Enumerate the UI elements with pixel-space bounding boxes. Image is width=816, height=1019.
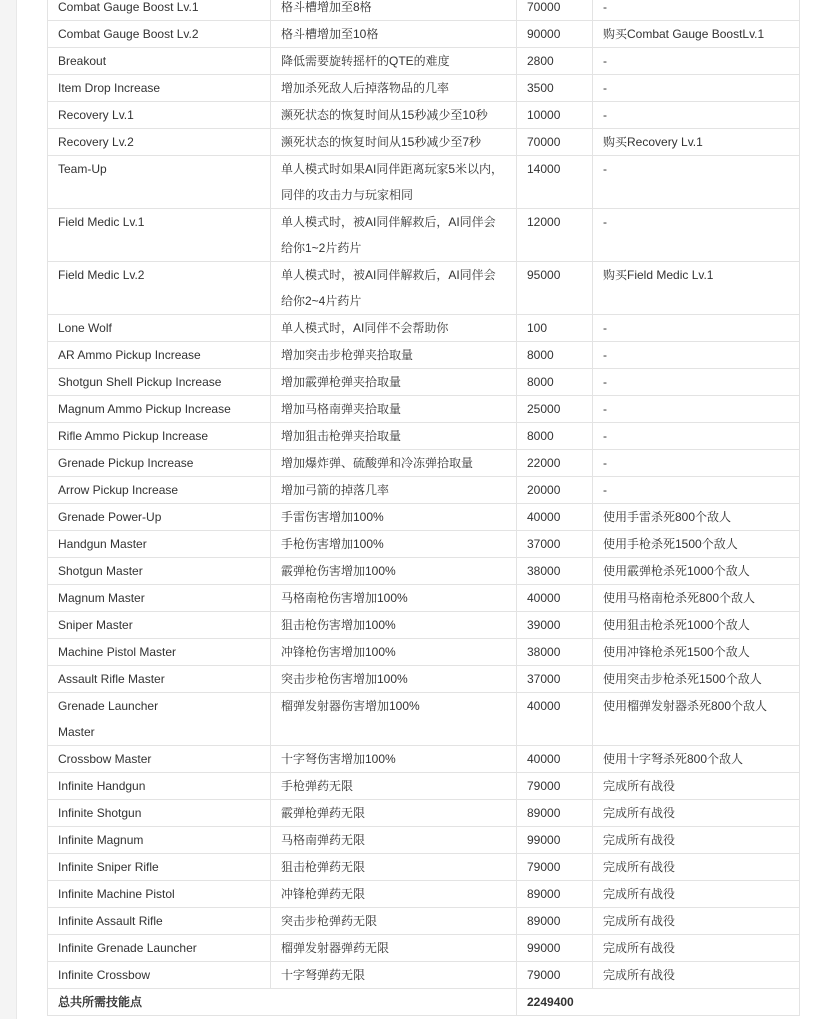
skill-requirement: 使用手雷杀死800个敌人 [593, 504, 800, 531]
skill-name: Shotgun Shell Pickup Increase [48, 369, 271, 396]
skill-name: Infinite Shotgun [48, 800, 271, 827]
skill-cost: 8000 [517, 423, 593, 450]
skill-requirement: 使用马格南枪杀死800个敌人 [593, 585, 800, 612]
skill-requirement: - [593, 369, 800, 396]
table-row [48, 612, 800, 639]
skill-effect: 增加杀死敌人后掉落物品的几率 [271, 75, 517, 102]
skill-effect: 单人模式时如果AI同伴距离玩家5米以内，同伴的攻击力与玩家相同 [271, 156, 517, 209]
skill-name: Infinite Magnum [48, 827, 271, 854]
table-row [48, 666, 800, 693]
skill-requirement: 使用榴弹发射器杀死800个敌人 [593, 693, 800, 746]
skill-effect: 手枪伤害增加100% [271, 531, 517, 558]
skill-cost: 12000 [517, 209, 593, 262]
skill-effect: 十字弩伤害增加100% [271, 746, 517, 773]
table-row [48, 504, 800, 531]
skill-cost: 37000 [517, 666, 593, 693]
skill-cost: 100 [517, 315, 593, 342]
table-row [48, 0, 800, 21]
table-row [48, 881, 800, 908]
skill-effect: 手雷伤害增加100% [271, 504, 517, 531]
table-row [48, 423, 800, 450]
skill-name: Handgun Master [48, 531, 271, 558]
table-row [48, 477, 800, 504]
skill-requirement: 完成所有战役 [593, 773, 800, 800]
skill-requirement: 购买Combat Gauge BoostLv.1 [593, 21, 800, 48]
total-value: 2249400 [517, 989, 800, 1016]
table-row [48, 585, 800, 612]
skill-effect: 霰弹枪伤害增加100% [271, 558, 517, 585]
skill-requirement: 购买Recovery Lv.1 [593, 129, 800, 156]
table-row [48, 827, 800, 854]
skill-name: Grenade Pickup Increase [48, 450, 271, 477]
skill-name: Grenade Power-Up [48, 504, 271, 531]
table-row [48, 48, 800, 75]
skill-requirement: - [593, 102, 800, 129]
skill-cost: 40000 [517, 746, 593, 773]
skill-requirement: - [593, 315, 800, 342]
skill-name: Team-Up [48, 156, 271, 209]
skill-cost: 79000 [517, 962, 593, 989]
skill-effect: 濒死状态的恢复时间从15秒减少至10秒 [271, 102, 517, 129]
skill-name: Sniper Master [48, 612, 271, 639]
skill-name: Machine Pistol Master [48, 639, 271, 666]
skill-effect: 十字弩弹药无限 [271, 962, 517, 989]
table-row [48, 639, 800, 666]
skill-name: Infinite Crossbow [48, 962, 271, 989]
skill-name: Rifle Ammo Pickup Increase [48, 423, 271, 450]
skill-effect: 增加爆炸弹、硫酸弹和冷冻弹拾取量 [271, 450, 517, 477]
skill-cost: 8000 [517, 342, 593, 369]
skill-requirement: 使用十字弩杀死800个敌人 [593, 746, 800, 773]
table-row [48, 315, 800, 342]
table-row [48, 156, 800, 209]
table-row [48, 209, 800, 262]
skill-cost: 3500 [517, 75, 593, 102]
left-gutter [0, 0, 17, 1019]
skill-cost: 39000 [517, 612, 593, 639]
skill-cost: 40000 [517, 504, 593, 531]
skill-effect: 狙击枪伤害增加100% [271, 612, 517, 639]
skill-requirement: - [593, 396, 800, 423]
skill-cost: 99000 [517, 827, 593, 854]
skill-requirement: 使用霰弹枪杀死1000个敌人 [593, 558, 800, 585]
table-row [48, 129, 800, 156]
skill-effect: 增加狙击枪弹夹拾取量 [271, 423, 517, 450]
skill-name: Field Medic Lv.1 [48, 209, 271, 262]
skill-requirement: - [593, 342, 800, 369]
table-row [48, 935, 800, 962]
skill-name: Infinite Assault Rifle [48, 908, 271, 935]
skill-requirement: 购买Field Medic Lv.1 [593, 262, 800, 315]
skill-name: Infinite Sniper Rifle [48, 854, 271, 881]
table-row [48, 962, 800, 989]
skill-requirement: 完成所有战役 [593, 908, 800, 935]
skill-effect: 单人模式时，被AI同伴解救后，AI同伴会给你1~2片药片 [271, 209, 517, 262]
table-row [48, 531, 800, 558]
skill-name: Shotgun Master [48, 558, 271, 585]
skill-requirement: 完成所有战役 [593, 935, 800, 962]
skill-cost: 40000 [517, 693, 593, 746]
skill-cost: 99000 [517, 935, 593, 962]
total-label: 总共所需技能点 [48, 989, 517, 1016]
skill-effect: 榴弹发射器弹药无限 [271, 935, 517, 962]
skill-effect: 突击步枪弹药无限 [271, 908, 517, 935]
skill-requirement: - [593, 423, 800, 450]
skill-effect: 单人模式时，被AI同伴解救后，AI同伴会给你2~4片药片 [271, 262, 517, 315]
skill-requirement: - [593, 0, 800, 21]
skill-name: Item Drop Increase [48, 75, 271, 102]
skill-cost: 38000 [517, 639, 593, 666]
skill-name: Recovery Lv.1 [48, 102, 271, 129]
skill-name: Infinite Handgun [48, 773, 271, 800]
skill-name: Grenade Launcher Master [48, 693, 271, 746]
skill-cost: 70000 [517, 0, 593, 21]
skill-requirement: 使用突击步枪杀死1500个敌人 [593, 666, 800, 693]
skill-requirement: 完成所有战役 [593, 881, 800, 908]
skill-requirement: - [593, 477, 800, 504]
skill-effect: 格斗槽增加至8格 [271, 0, 517, 21]
skill-name: Combat Gauge Boost Lv.1 [48, 0, 271, 21]
skill-cost: 70000 [517, 129, 593, 156]
skill-name: Magnum Ammo Pickup Increase [48, 396, 271, 423]
skill-effect: 濒死状态的恢复时间从15秒减少至7秒 [271, 129, 517, 156]
skill-effect: 马格南枪伤害增加100% [271, 585, 517, 612]
skill-effect: 榴弹发射器伤害增加100% [271, 693, 517, 746]
skill-requirement: - [593, 156, 800, 209]
skill-requirement: 完成所有战役 [593, 827, 800, 854]
skill-requirement: 使用冲锋枪杀死1500个敌人 [593, 639, 800, 666]
skill-cost: 10000 [517, 102, 593, 129]
skill-cost: 8000 [517, 369, 593, 396]
skill-effect: 降低需要旋转摇杆的QTE的难度 [271, 48, 517, 75]
table-row [48, 396, 800, 423]
table-row [48, 342, 800, 369]
skill-cost: 89000 [517, 800, 593, 827]
skill-cost: 38000 [517, 558, 593, 585]
skill-name: Arrow Pickup Increase [48, 477, 271, 504]
skills-table [47, 0, 800, 1016]
skill-cost: 79000 [517, 773, 593, 800]
skill-cost: 37000 [517, 531, 593, 558]
skill-requirement: 完成所有战役 [593, 962, 800, 989]
table-row [48, 854, 800, 881]
table-row [48, 908, 800, 935]
skill-requirement: - [593, 209, 800, 262]
skill-cost: 14000 [517, 156, 593, 209]
skill-name: Crossbow Master [48, 746, 271, 773]
skill-cost: 79000 [517, 854, 593, 881]
table-row [48, 262, 800, 315]
skill-requirement: 使用狙击枪杀死1000个敌人 [593, 612, 800, 639]
table-row [48, 746, 800, 773]
skill-name: Recovery Lv.2 [48, 129, 271, 156]
skill-requirement: 完成所有战役 [593, 854, 800, 881]
skill-cost: 89000 [517, 881, 593, 908]
skill-requirement: - [593, 450, 800, 477]
table-row [48, 21, 800, 48]
skill-effect: 马格南弹药无限 [271, 827, 517, 854]
skill-name: Breakout [48, 48, 271, 75]
skill-effect: 单人模式时，AI同伴不会帮助你 [271, 315, 517, 342]
total-row [48, 989, 800, 1016]
skill-name: Infinite Machine Pistol [48, 881, 271, 908]
skill-cost: 2800 [517, 48, 593, 75]
skill-cost: 89000 [517, 908, 593, 935]
skill-cost: 25000 [517, 396, 593, 423]
table-row [48, 369, 800, 396]
table-row [48, 75, 800, 102]
skill-effect: 霰弹枪弹药无限 [271, 800, 517, 827]
skill-effect: 增加霰弹枪弹夹拾取量 [271, 369, 517, 396]
skill-effect: 手枪弹药无限 [271, 773, 517, 800]
skill-requirement: - [593, 48, 800, 75]
skill-cost: 22000 [517, 450, 593, 477]
skill-requirement: - [593, 75, 800, 102]
skill-name: Combat Gauge Boost Lv.2 [48, 21, 271, 48]
skill-cost: 20000 [517, 477, 593, 504]
skill-effect: 格斗槽增加至10格 [271, 21, 517, 48]
skill-name: Infinite Grenade Launcher [48, 935, 271, 962]
skill-name: Assault Rifle Master [48, 666, 271, 693]
skill-effect: 突击步枪伤害增加100% [271, 666, 517, 693]
table-row [48, 102, 800, 129]
table-row [48, 800, 800, 827]
skill-name: Lone Wolf [48, 315, 271, 342]
table-row [48, 773, 800, 800]
skill-requirement: 完成所有战役 [593, 800, 800, 827]
skill-effect: 增加弓箭的掉落几率 [271, 477, 517, 504]
skill-effect: 狙击枪弹药无限 [271, 854, 517, 881]
skill-name: Magnum Master [48, 585, 271, 612]
skill-effect: 增加马格南弹夹拾取量 [271, 396, 517, 423]
skill-cost: 90000 [517, 21, 593, 48]
table-row [48, 693, 800, 746]
skill-effect: 冲锋枪弹药无限 [271, 881, 517, 908]
table-row [48, 558, 800, 585]
skill-cost: 95000 [517, 262, 593, 315]
table-row [48, 450, 800, 477]
skill-requirement: 使用手枪杀死1500个敌人 [593, 531, 800, 558]
skill-name: AR Ammo Pickup Increase [48, 342, 271, 369]
skill-effect: 冲锋枪伤害增加100% [271, 639, 517, 666]
skill-cost: 40000 [517, 585, 593, 612]
skill-name: Field Medic Lv.2 [48, 262, 271, 315]
skill-effect: 增加突击步枪弹夹拾取量 [271, 342, 517, 369]
